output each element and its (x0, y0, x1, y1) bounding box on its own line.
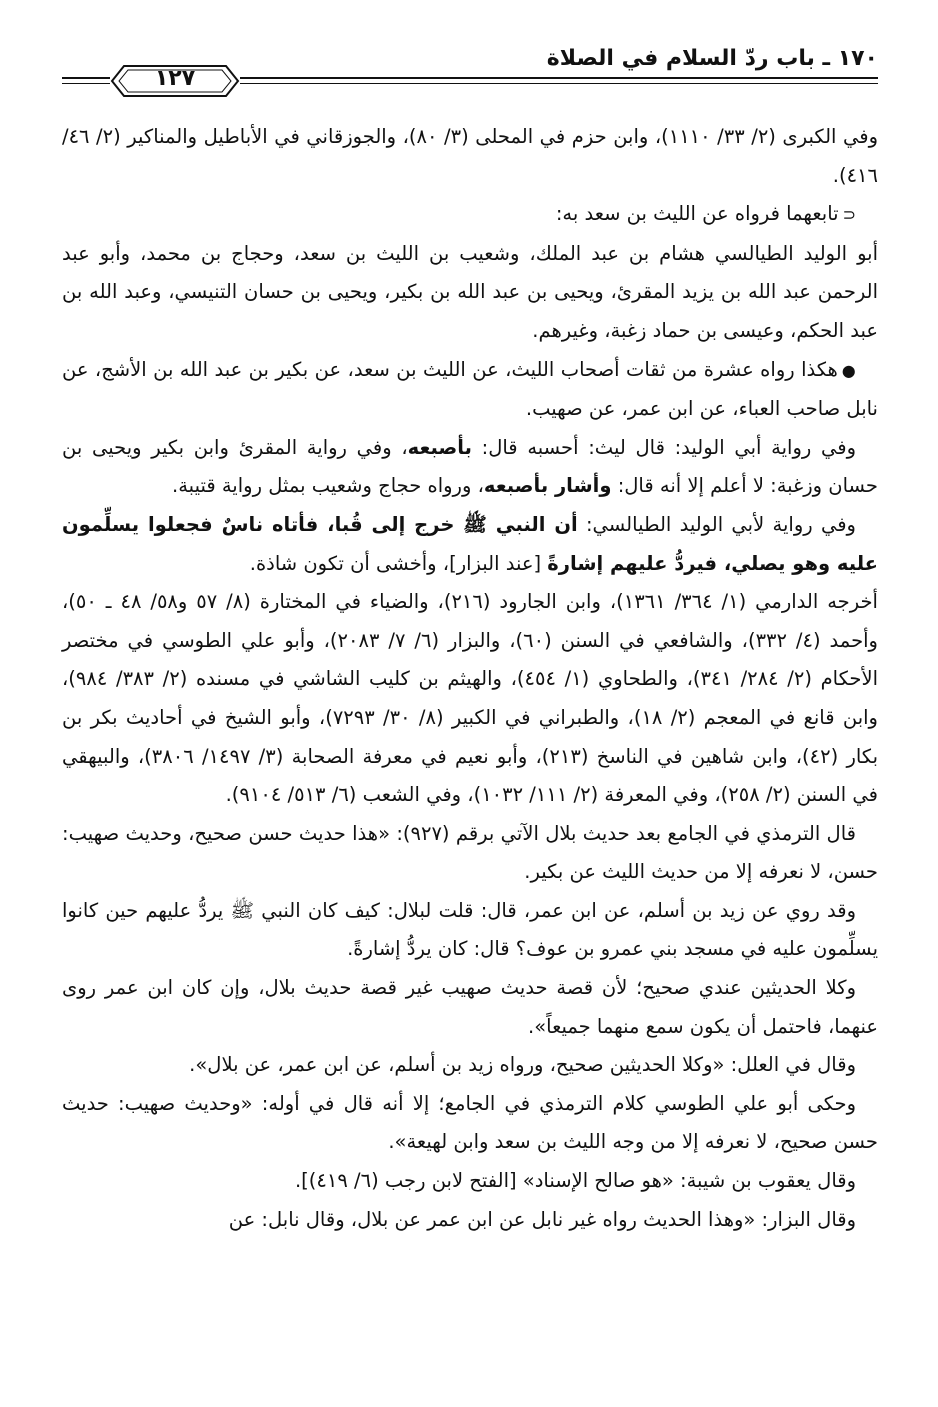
text-run: ، وفي رواية المقرئ وابن بكير ويحيى بن حسان وزغبة: لا أعلم إلا أنه قال: (62, 435, 878, 498)
paragraph (62, 1162, 878, 1201)
text-run: وقال في العلل: «وكلا الحديثين صحيح، ورواه زيد بن أسلم، عن ابن عمر، عن بلال». (189, 1053, 856, 1077)
text-run: ، ورواه حجاج وشعيب بمثل رواية قتيبة. (172, 474, 484, 498)
paragraph (62, 1201, 878, 1240)
text-run: تابعهما فرواه عن الليث بن سعد به: (555, 202, 839, 226)
bullet-marker-icon: ⊂ (842, 205, 856, 225)
text-run: وفي رواية أبي الوليد: قال ليث: أحسبه قال: (471, 435, 856, 459)
text-run: [عند البزار]، وأخشى أن تكون شاذة. (249, 551, 548, 575)
page-body (62, 118, 878, 1239)
header-rule-right-top (240, 77, 878, 79)
text-run: أبو الوليد الطيالسي هشام بن عبد الملك، وشعيب بن الليث بن سعد، وحجاج بن محمد، وأبو عبد الرحمن عبد الله بن يزيد المقرئ، ويحيى بن عبد الله بن بكير، ويحيى بن حسان التنيسي، وعبد الله بن عبد الحكم، وعيسى بن حماد زغبة، وغيرهم. (62, 241, 878, 342)
chapter-title: ١٧٠ ـ باب ردّ السلام في الصلاة (546, 46, 878, 71)
text-run: وقد روي عن زيد بن أسلم، عن ابن عمر، قال: قلت لبلال: كيف كان النبي ﷺ يردُّ عليهم حين كانوا يسلِّمون عليه في مسجد بني عمرو بن عوف؟ قال: كان يردُّ إشارةً. (62, 898, 878, 961)
paragraph (62, 892, 878, 969)
page-number-badge (110, 64, 240, 98)
text-run: وفي الكبرى (٢/ ٣٣/ ١١١٠)، وابن حزم في المحلى (٣/ ٨٠)، والجوزقاني في الأباطيل والمناكير (٢/ ٤٦/ ٤١٦). (62, 125, 878, 187)
page-header (62, 42, 878, 104)
bold-text-run: بأصبعه (407, 435, 472, 459)
text-run: وقال البزار: «وهذا الحديث رواه غير نابل عن ابن عمر عن بلال، وقال نابل: عن (228, 1207, 856, 1231)
text-run: أخرجه الدارمي (١/ ٣٦٤/ ١٣٦١)، وابن الجارود (٢١٦)، والضياء في المختارة (٨/ ٥٧ و٥٨/ ٤٨ ـ ٥٠)، وأحمد (٤/ ٣٣٢)، والشافعي في السنن (٦٠)، والبزار (٦/ ٧/ ٢٠٨٣)، وأبو علي الطوسي في مختصر الأحكام (٢/ ٢٨٤/ ٣٤١)، والطحاوي (١/ ٤٥٤)، والهيثم بن كليب الشاشي في مسنده (٢/ ٣٨٣/ ٩٨٤)، وابن قانع في المعجم (٢/ ١٨)، والطبراني في الكبير (٨/ ٣٠/ ٧٢٩٣)، وأبو الشيخ في أحاديث بكر بن بكار (٤٢)، وابن شاهين في الناسخ (٢١٣)، وأبو نعيم في معرفة الصحابة (٣/ ١٤٩٧/ ٣٨٠٦)، والبيهقي في السنن (٢/ ٢٥٨)، وفي المعرفة (٢/ ١١١/ ١٠٣٢)، وفي الشعب (٦/ ٥١٣/ ٩١٠٤). (62, 590, 878, 807)
header-rule-left-top (62, 77, 110, 79)
page-number: ١٢٧ (154, 66, 196, 91)
paragraph (62, 429, 878, 506)
paragraph (62, 815, 878, 892)
header-rule-right-bottom (240, 83, 878, 84)
paragraph (62, 506, 878, 583)
text-run: وقال يعقوب بن شيبة: «هو صالح الإسناد» [الفتح لابن رجب (٦/ ٤١٩)]. (294, 1169, 856, 1193)
text-run: قال الترمذي في الجامع بعد حديث بلال الآتي برقم (٩٢٧): «هذا حديث حسن صحيح، وحديث صهيب: حسن، لا نعرفه إلا من حديث الليث عن بكير. (62, 821, 878, 884)
paragraph (62, 583, 878, 815)
bold-text-run: أن النبي ﷺ خرج إلى قُبا، فأتاه ناسٌ فجعلوا يسلِّمون عليه وهو يصلي، فيردُّ عليهم إشارةً (62, 512, 878, 575)
text-run: وفي رواية لأبي الوليد الطيالسي: (577, 512, 856, 536)
text-run: وحكى أبو علي الطوسي كلام الترمذي في الجامع؛ إلا أنه قال في أوله: «وحديث صهيب: حديث حسن صحيح، لا نعرفه إلا من وجه الليث بن سعد وابن لهيعة». (62, 1091, 878, 1154)
paragraph (62, 195, 878, 235)
paragraph (62, 1085, 878, 1162)
header-rule-left-bottom (62, 83, 110, 84)
text-run: هكذا رواه عشرة من ثقات أصحاب الليث، عن الليث بن سعد، عن بكير بن عبد الله بن الأشج، عن نابل صاحب العباء، عن ابن عمر، عن صهيب. (62, 357, 878, 421)
paragraph (62, 1046, 878, 1085)
paragraph (62, 969, 878, 1046)
bold-text-run: وأشار بأصبعه (483, 474, 612, 498)
paragraph (62, 235, 878, 351)
paragraph (62, 351, 878, 429)
paragraph (62, 118, 878, 195)
bullet-marker-icon: ● (841, 360, 856, 380)
text-run: وكلا الحديثين عندي صحيح؛ لأن قصة حديث صهيب غير قصة حديث بلال، وإن كان ابن عمر روى عنهما، فاحتمل أن يكون سمع منهما جميعاً». (62, 976, 878, 1038)
